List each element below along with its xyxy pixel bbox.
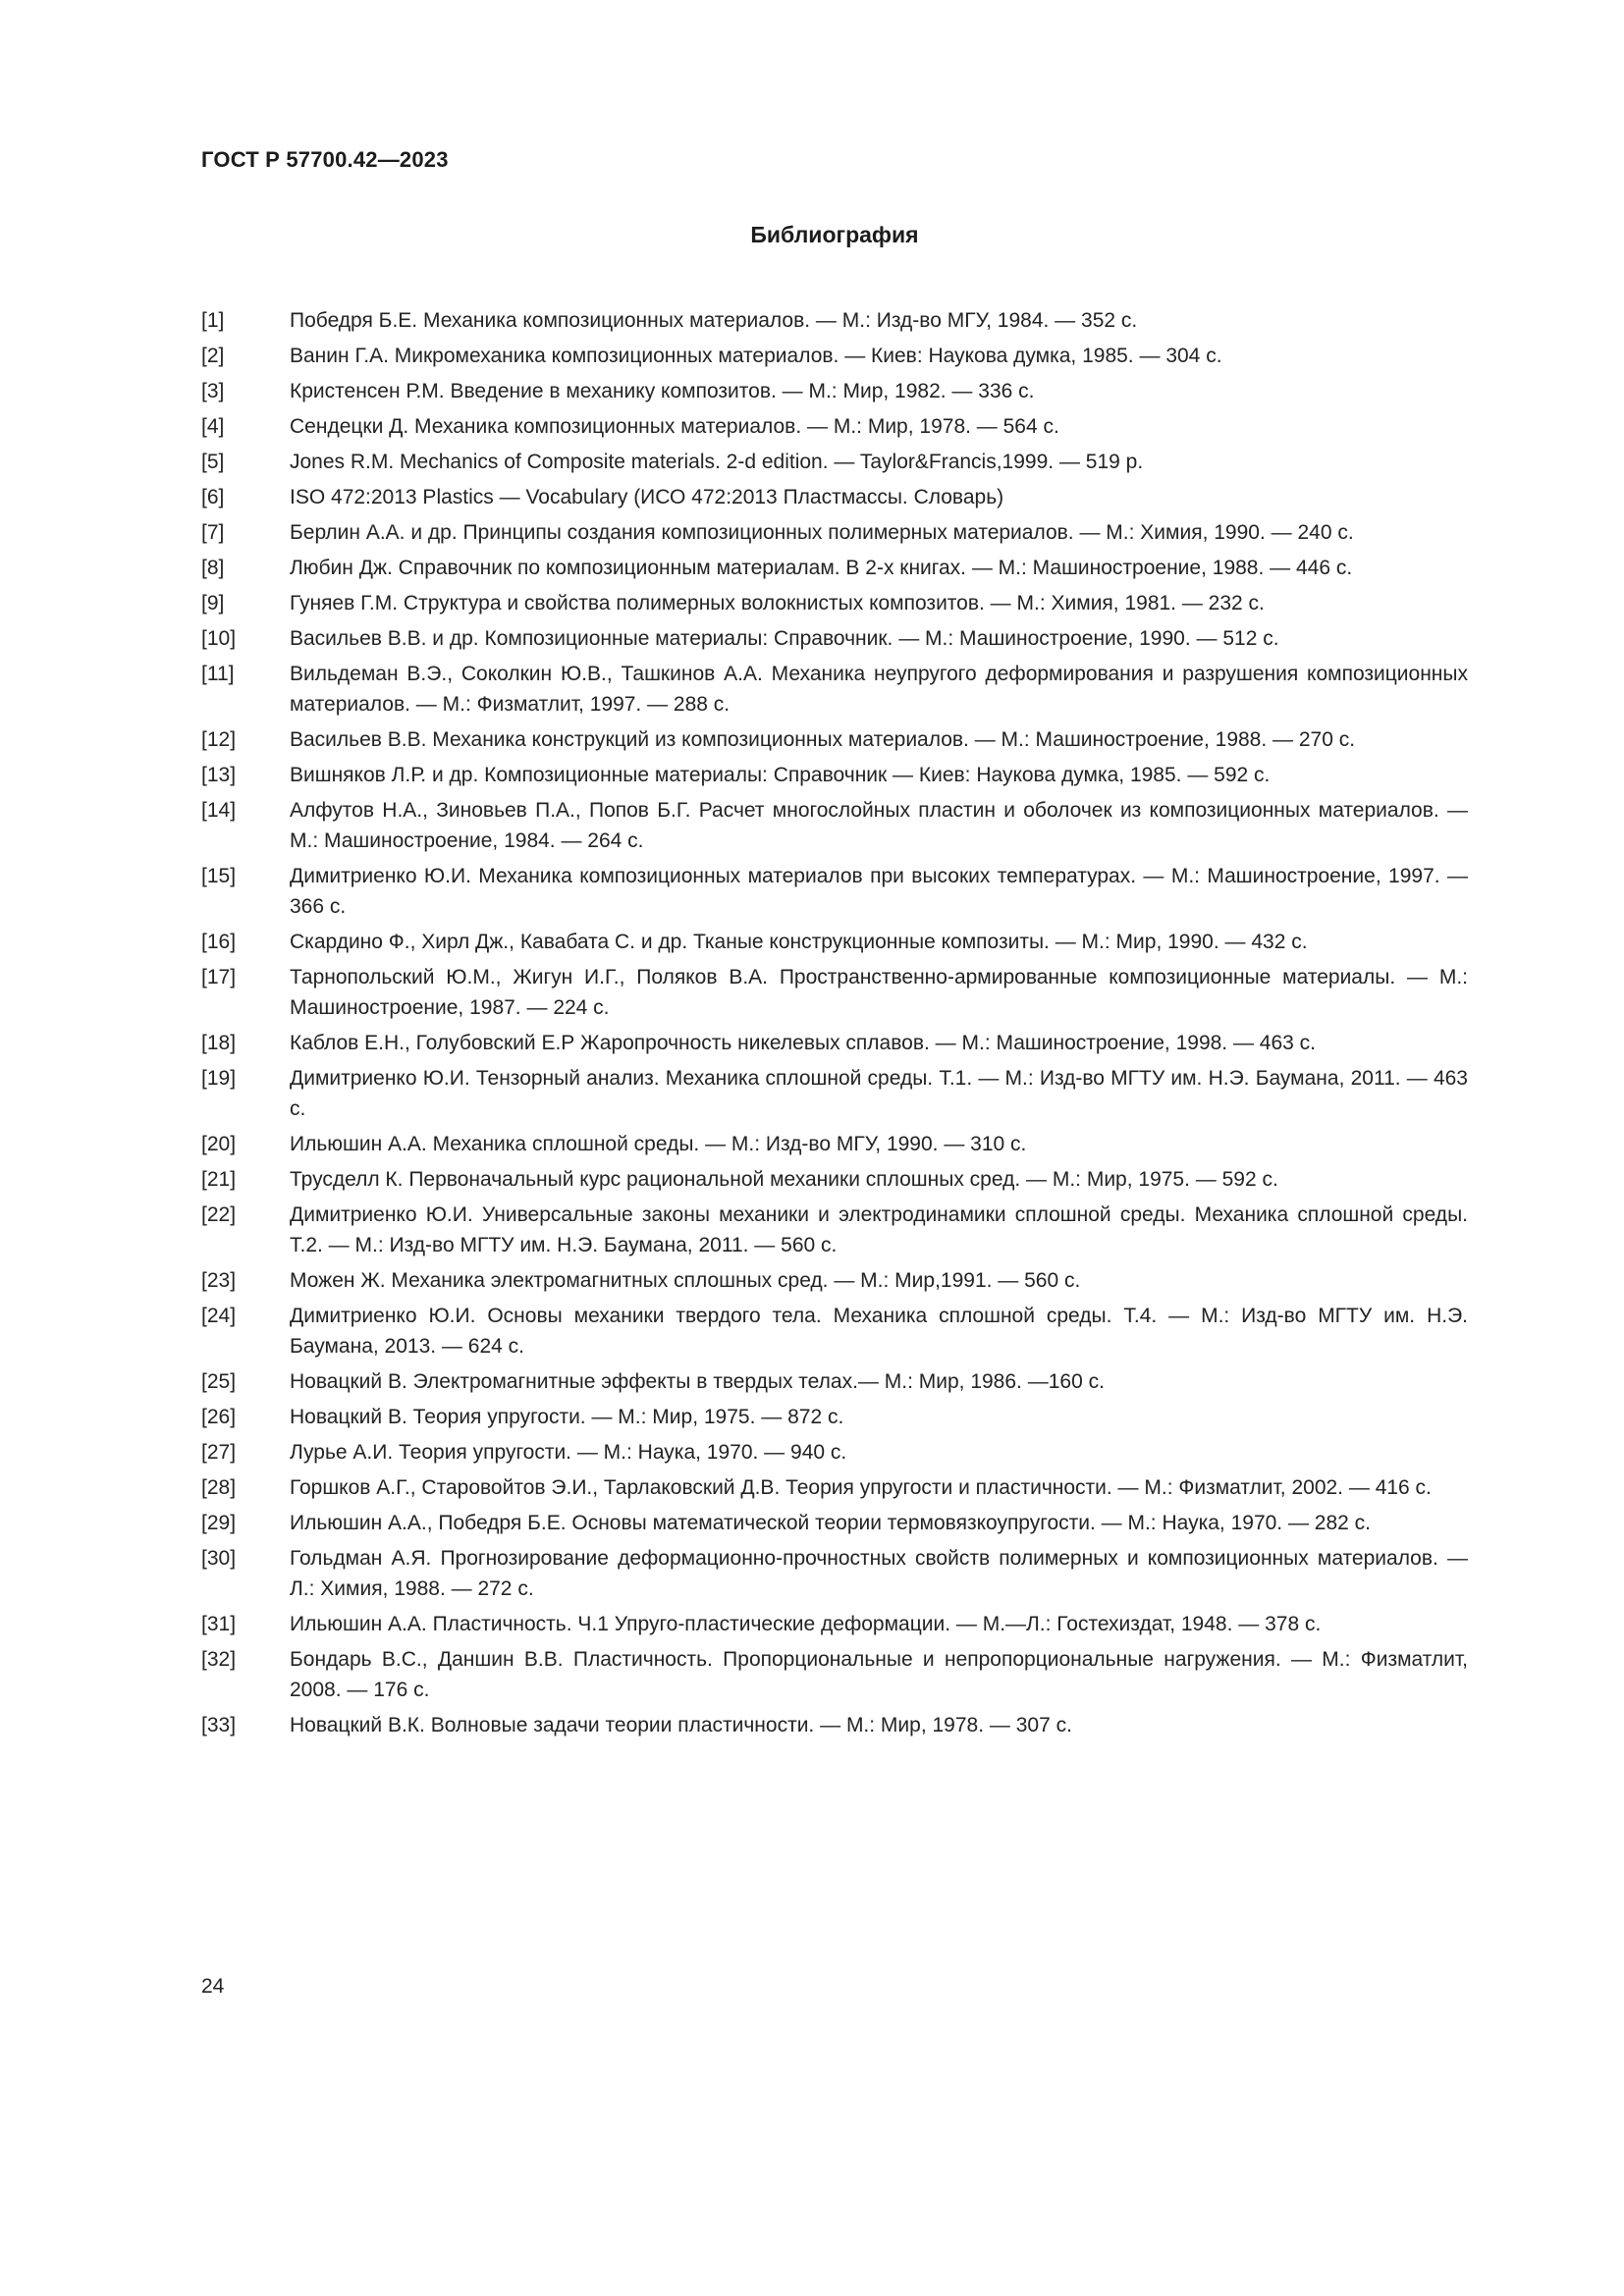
reference-item (201, 1609, 1468, 1639)
reference-item (201, 861, 1468, 922)
reference-text: Бондарь В.С., Даншин В.В. Пластичность. Пропорциональные и непропорциональные нагружения. — М.: Физматлит, 2008. — 176 с. (290, 1648, 1468, 1701)
reference-text: Васильев В.В. Механика конструкций из композиционных материалов. — М.: Машиностроение, 1988. — 270 с. (290, 728, 1356, 751)
reference-text: Ванин Г.А. Микромеханика композиционных материалов. — Киев: Наукова думка, 1985. — 304 с. (290, 345, 1222, 367)
reference-text: Ильюшин А.А., Победря Б.Е. Основы математической теории термовязкоупругости. — М.: Наука, 1970. — 282 с. (290, 1512, 1372, 1534)
reference-number: [30] (201, 1547, 237, 1570)
reference-list (201, 305, 1468, 1740)
reference-item (201, 927, 1468, 957)
reference-text: Гольдман А.Я. Прогнозирование деформационно-прочностных свойств полимерных и композиционных материалов. — Л.: Химия, 1988. — 272 с. (290, 1547, 1468, 1600)
reference-number: [26] (201, 1406, 237, 1428)
reference-item (201, 1265, 1468, 1296)
reference-number: [11] (201, 663, 235, 685)
reference-number: [28] (201, 1476, 237, 1499)
reference-text: Тарнопольский Ю.М., Жигун И.Г., Поляков В.А. Пространственно-армированные композиционные материалы. — М.: Машиностроение, 1987. — 224 с. (290, 966, 1468, 1019)
reference-item (201, 482, 1468, 512)
reference-text: Новацкий В. Электромагнитные эффекты в твердых телах.— М.: Мир, 1986. —160 с. (290, 1370, 1105, 1393)
reference-item (201, 659, 1468, 720)
reference-item (201, 411, 1468, 442)
reference-text: Берлин А.А. и др. Принципы создания композиционных полимерных материалов. — М.: Химия, 1990. — 240 с. (290, 521, 1354, 544)
reference-item (201, 553, 1468, 583)
reference-number: [14] (201, 799, 237, 822)
reference-item (201, 724, 1468, 755)
reference-item (201, 1301, 1468, 1362)
reference-item (201, 517, 1468, 548)
page-title: Библиография (750, 222, 919, 247)
reference-text: Димитриенко Ю.И. Механика композиционных материалов при высоких температурах. — М.: Машиностроение, 1997. — 366 с. (290, 865, 1468, 918)
reference-number: [19] (201, 1067, 237, 1090)
reference-text: Jones R.M. Mechanics of Composite materials. 2-d edition. — Taylor&Francis,1999. — 519 p. (290, 451, 1144, 473)
reference-item (201, 1200, 1468, 1260)
reference-text: Гуняев Г.М. Структура и свойства полимерных волокнистых композитов. — М.: Химия, 1981. — 232 с. (290, 592, 1265, 614)
reference-number: [10] (201, 627, 237, 650)
reference-item (201, 1063, 1468, 1124)
reference-item (201, 1402, 1468, 1432)
reference-item (201, 341, 1468, 371)
reference-item (201, 623, 1468, 654)
reference-item (201, 588, 1468, 618)
reference-text: Скардино Ф., Хирл Дж., Кавабата С. и др. Тканые конструкционные композиты. — М.: Мир, 1990. — 432 с. (290, 931, 1308, 953)
reference-item (201, 1508, 1468, 1538)
reference-item (201, 1710, 1468, 1740)
reference-item (201, 760, 1468, 790)
reference-text: Васильев В.В. и др. Композиционные материалы: Справочник. — М.: Машиностроение, 1990. — 512 с. (290, 627, 1279, 650)
reference-number: [13] (201, 764, 237, 786)
reference-text: Новацкий В. Теория упругости. — М.: Мир, 1975. — 872 с. (290, 1406, 844, 1428)
reference-text: Можен Ж. Механика электромагнитных сплошных сред. — М.: Мир,1991. — 560 с. (290, 1269, 1081, 1292)
reference-text: Вильдеман В.Э., Соколкин Ю.В., Ташкинов А.А. Механика неупругого деформирования и разрушения композиционных материалов. — М.: Физматлит, 1997. — 288 с. (290, 663, 1468, 716)
reference-item (201, 1164, 1468, 1195)
reference-item (201, 376, 1468, 406)
reference-number: [33] (201, 1714, 237, 1736)
reference-item (201, 1028, 1468, 1058)
reference-number: [1] (201, 309, 225, 332)
reference-text: Победря Б.Е. Механика композиционных материалов. — М.: Изд-во МГУ, 1984. — 352 с. (290, 309, 1138, 332)
reference-number: [21] (201, 1168, 237, 1191)
reference-number: [6] (201, 486, 225, 508)
reference-item (201, 1543, 1468, 1604)
reference-text: Сендецки Д. Механика композиционных материалов. — М.: Мир, 1978. — 564 с. (290, 415, 1059, 438)
reference-text: Ильюшин А.А. Пластичность. Ч.1 Упруго-пластические деформации. — М.—Л.: Гостехиздат, 1948. — 378 с. (290, 1613, 1322, 1635)
reference-number: [25] (201, 1370, 237, 1393)
reference-text: Трусделл К. Первоначальный курс рациональной механики сплошных сред. — М.: Мир, 1975. — 592 с. (290, 1168, 1278, 1191)
reference-text: Алфутов Н.А., Зиновьев П.А., Попов Б.Г. Расчет многослойных пластин и оболочек из композиционных материалов. — М.: Машиностроение, 1984. — 264 с. (290, 799, 1468, 852)
reference-item (201, 305, 1468, 336)
reference-text: Кристенсен Р.М. Введение в механику композитов. — М.: Мир, 1982. — 336 с. (290, 380, 1035, 402)
reference-text: ISO 472:2013 Plastics — Vocabulary (ИСО 472:2013 Пластмассы. Словарь) (290, 486, 1004, 508)
reference-number: [2] (201, 345, 225, 367)
document-header: ГОСТ Р 57700.42—2023 (201, 147, 449, 172)
reference-text: Каблов Е.Н., Голубовский Е.Р Жаропрочность никелевых сплавов. — М.: Машиностроение, 1998. — 463 с. (290, 1032, 1317, 1054)
reference-item (201, 795, 1468, 856)
reference-number: [16] (201, 931, 237, 953)
reference-item (201, 1129, 1468, 1159)
reference-number: [24] (201, 1305, 237, 1327)
reference-item (201, 962, 1468, 1023)
reference-number: [23] (201, 1269, 237, 1292)
reference-text: Димитриенко Ю.И. Тензорный анализ. Механика сплошной среды. Т.1. — М.: Изд-во МГТУ им. Н.Э. Баумана, 2011. — 463 с. (290, 1067, 1468, 1120)
reference-text: Димитриенко Ю.И. Универсальные законы механики и электродинамики сплошной среды. Механика сплошной среды. Т.2. — М.: Изд-во МГТУ им. Н.Э. Баумана, 2011. — 560 с. (290, 1203, 1468, 1256)
reference-number: [8] (201, 557, 225, 579)
reference-number: [12] (201, 728, 237, 751)
reference-text: Димитриенко Ю.И. Основы механики твердого тела. Механика сплошной среды. Т.4. — М.: Изд-во МГТУ им. Н.Э. Баумана, 2013. — 624 с. (290, 1305, 1468, 1358)
reference-number: [22] (201, 1203, 237, 1226)
reference-number: [15] (201, 865, 237, 887)
reference-number: [29] (201, 1512, 237, 1534)
reference-item (201, 1644, 1468, 1705)
reference-number: [18] (201, 1032, 237, 1054)
reference-text: Любин Дж. Справочник по композиционным материалам. В 2-х книгах. — М.: Машиностроение, 1988. — 446 с. (290, 557, 1353, 579)
page-number: 24 (201, 1975, 225, 1998)
reference-item (201, 1472, 1468, 1503)
reference-item (201, 447, 1468, 477)
reference-number: [4] (201, 415, 225, 438)
reference-number: [32] (201, 1648, 237, 1671)
reference-number: [9] (201, 592, 225, 614)
reference-number: [17] (201, 966, 237, 988)
reference-text: Ильюшин А.А. Механика сплошной среды. — М.: Изд-во МГУ, 1990. — 310 с. (290, 1133, 1027, 1155)
reference-number: [3] (201, 380, 225, 402)
reference-number: [20] (201, 1133, 237, 1155)
reference-text: Новацкий В.К. Волновые задачи теории пластичности. — М.: Мир, 1978. — 307 с. (290, 1714, 1072, 1736)
reference-number: [5] (201, 451, 225, 473)
reference-text: Горшков А.Г., Старовойтов Э.И., Тарлаковский Д.В. Теория упругости и пластичности. — М.: Физматлит, 2002. — 416 с. (290, 1476, 1432, 1499)
reference-text: Вишняков Л.Р. и др. Композиционные материалы: Справочник — Киев: Наукова думка, 1985. — 592 с. (290, 764, 1271, 786)
reference-number: [31] (201, 1613, 237, 1635)
reference-item (201, 1366, 1468, 1397)
reference-text: Лурье А.И. Теория упругости. — М.: Наука, 1970. — 940 с. (290, 1441, 847, 1464)
reference-number: [7] (201, 521, 225, 544)
reference-item (201, 1437, 1468, 1468)
reference-number: [27] (201, 1441, 237, 1464)
